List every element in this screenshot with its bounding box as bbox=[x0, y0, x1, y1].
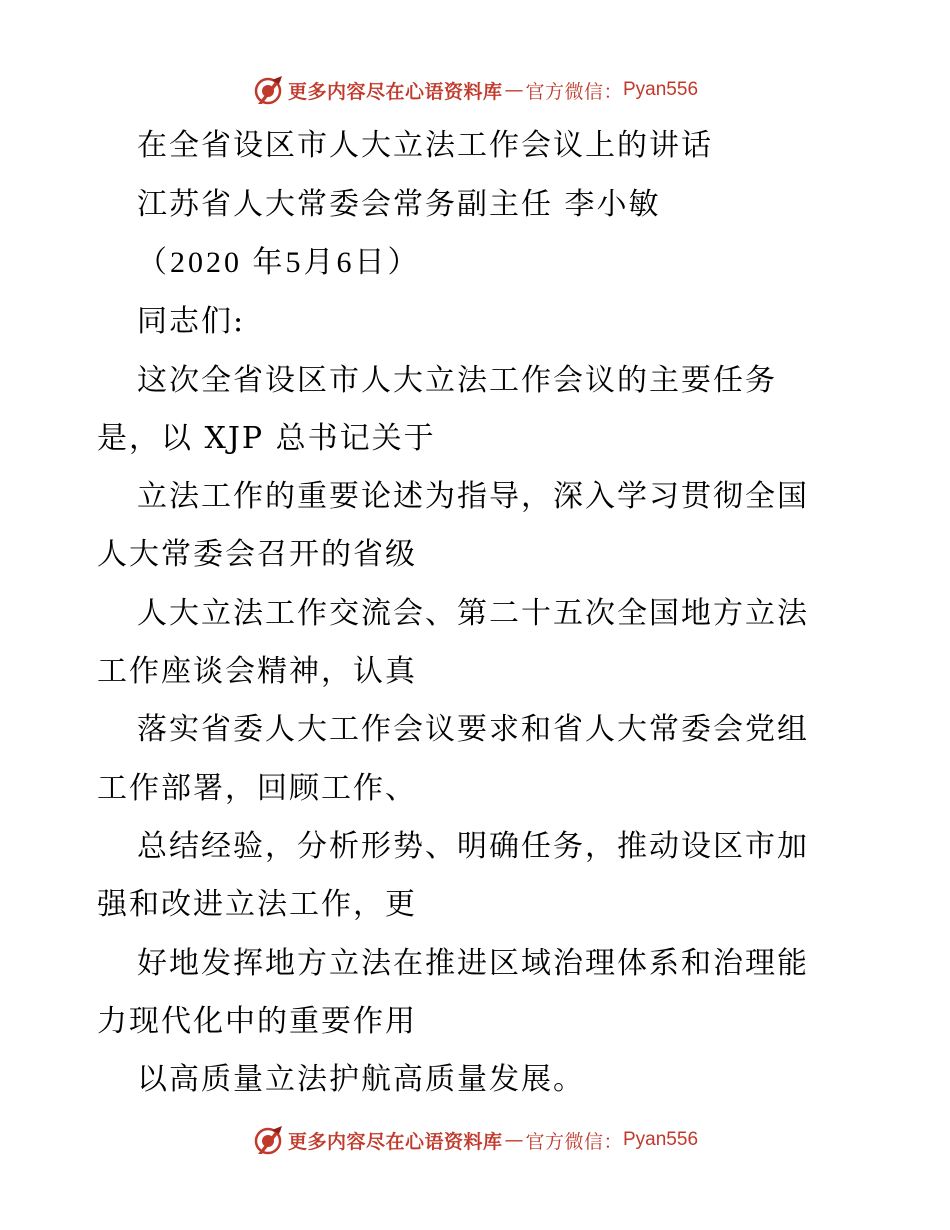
watermark-wechat-id: Pyan556 bbox=[623, 79, 699, 100]
body-line: 落实省委人大工作会议要求和省人大常委会党组 bbox=[137, 712, 809, 747]
document-title: 在全省设区市人大立法工作会议上的讲话 bbox=[137, 128, 713, 163]
body-line: 这次全省设区市人大立法工作会议的主要任务 bbox=[137, 363, 777, 398]
watermark-separator: — bbox=[504, 1129, 524, 1151]
watermark-separator: — bbox=[504, 79, 524, 101]
body-line: 是，以 XJP 总书记关于 bbox=[97, 421, 436, 456]
body-line: 工作座谈会精神，认真 bbox=[97, 654, 417, 689]
header-watermark bbox=[0, 70, 950, 110]
body-line: 人大常委会召开的省级 bbox=[97, 537, 417, 572]
body-line: 强和改进立法工作，更 bbox=[97, 887, 417, 922]
body-line: 总结经验，分析形势、明确任务，推动设区市加 bbox=[137, 829, 809, 864]
body-line: 好地发挥地方立法在推进区域治理体系和治理能 bbox=[137, 946, 809, 981]
watermark-wechat-label: 官方微信： bbox=[525, 80, 623, 103]
salutation: 同志们: bbox=[137, 304, 246, 339]
watermark-text: 更多内容尽在心语资料库 bbox=[287, 80, 503, 103]
body-line: 力现代化中的重要作用 bbox=[97, 1004, 417, 1039]
body-line: 人大立法工作交流会、第二十五次全国地方立法 bbox=[137, 596, 809, 631]
quill-logo-icon bbox=[252, 1124, 284, 1156]
footer-watermark bbox=[0, 1120, 950, 1160]
quill-logo-icon bbox=[252, 74, 284, 106]
document-date: （2020 年5月6日） bbox=[137, 246, 421, 279]
watermark-wechat-label: 官方微信： bbox=[525, 1130, 623, 1153]
body-line: 工作部署，回顾工作、 bbox=[97, 771, 417, 806]
watermark-text: 更多内容尽在心语资料库 bbox=[287, 1130, 503, 1153]
watermark-wechat-id: Pyan556 bbox=[623, 1129, 699, 1150]
body-line: 立法工作的重要论述为指导，深入学习贯彻全国 bbox=[137, 479, 809, 514]
body-line: 以高质量立法护航高质量发展。 bbox=[137, 1062, 585, 1097]
document-author: 江苏省人大常委会常务副主任 李小敏 bbox=[137, 187, 661, 222]
